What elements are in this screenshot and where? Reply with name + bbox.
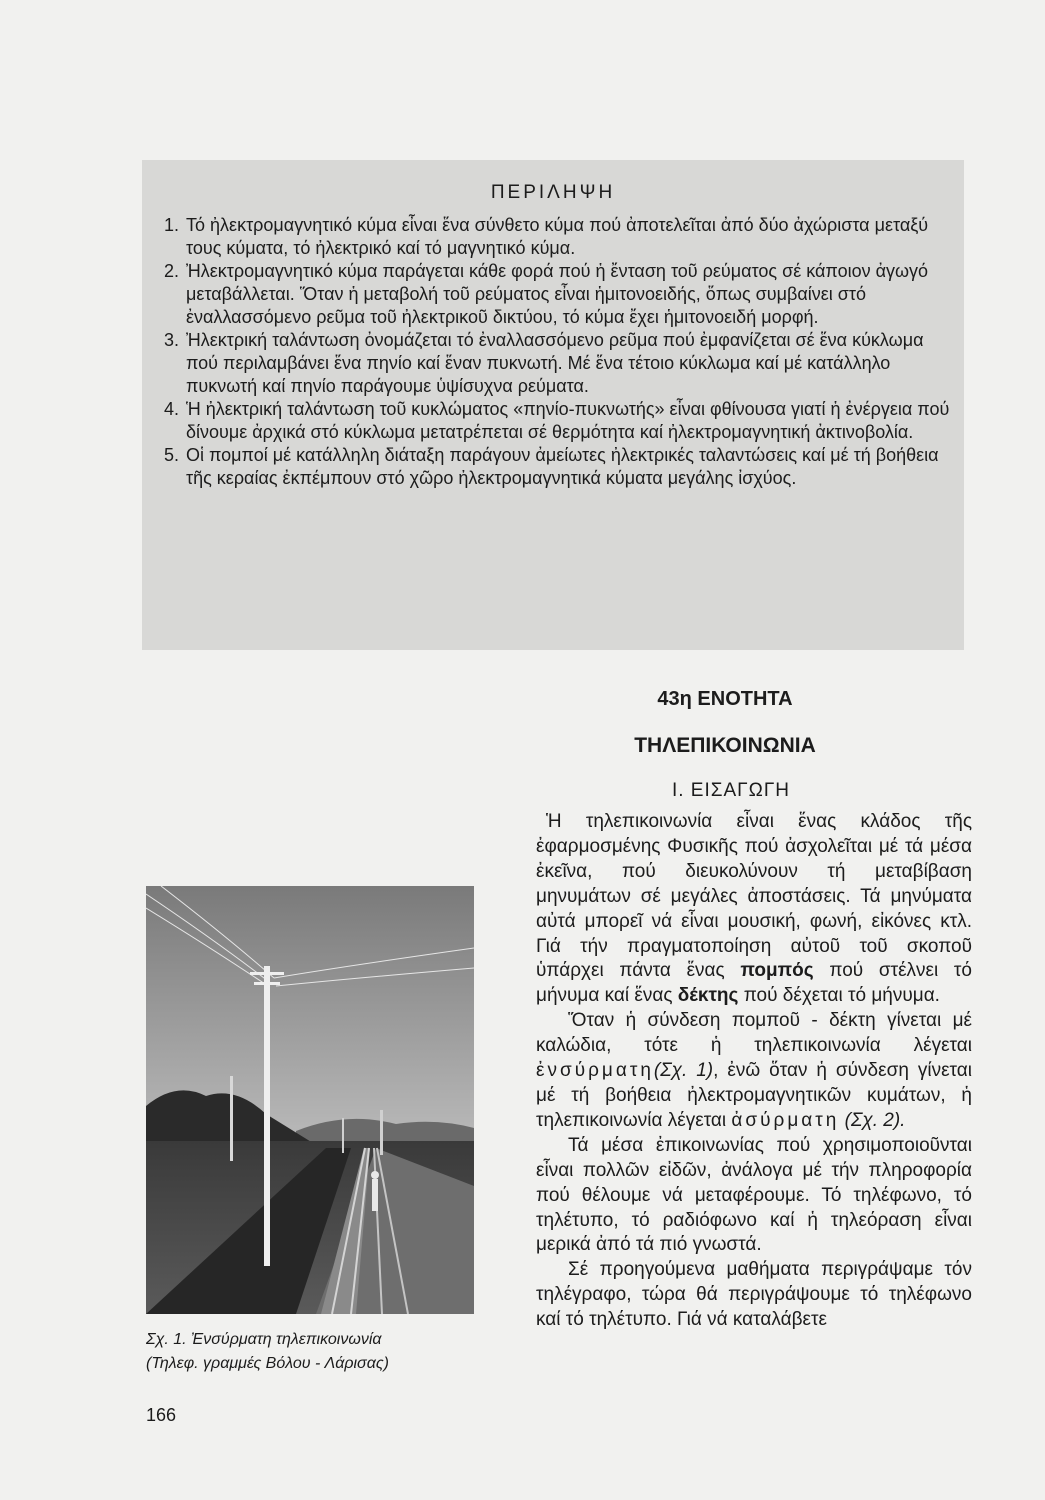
- figure-reference: (Σχ. 1): [653, 1060, 714, 1082]
- summary-item-number: 1.: [164, 215, 180, 235]
- summary-item-text: Ἠλεκτρομαγνητικό κύμα παράγεται κάθε φορά πού ἡ ἔνταση τοῦ ρεύματος σέ κάποιον ἀγωγό μεταβάλλεται. Ὅταν ἡ μεταβολή τοῦ ρεύματος εἶναι ἡμιτονοειδής, ὅπως συμβαίνει στό ἐναλλασσόμενο ρεῦμα τοῦ ἠλεκτρικοῦ δικτύου, τό κύμα ἔχει ἡμιτονοειδή μορφή.: [186, 261, 929, 327]
- figure-caption: [146, 1328, 476, 1376]
- text-run: Ἡ τηλεπικοινωνία εἶναι ἕνας κλάδος τῆς ἐφαρμοσμένης Φυσικῆς πού ἀσχολεῖται μέ τά μέσα ἐκεῖνα, πού διευκολύνουν τή μεταβίβαση μηνυμάτων σέ μεγάλες ἀποστάσεις. Τά μηνύματα αὐτά μπορεῖ νά εἶναι μουσική, φωνή, εἰκόνες κτλ. Γιά τήν πραγματοποίηση αὐτοῦ τοῦ σκοποῦ ὑπάρχει πάντα ἕνας: [536, 811, 972, 982]
- summary-item-text: Ἡ ἠλεκτρική ταλάντωση τοῦ κυκλώματος «πηνίο-πυκνωτής» εἶναι φθίνουσα γιατί ἡ ἐνέργεια πού δίνουμε ἀρχικά στό κύκλωμα μετατρέπεται σέ θερμότητα καί ἠλεκτρομαγνητική ἀκτινοβολία.: [186, 399, 950, 442]
- paragraph: [536, 1009, 972, 1134]
- text-run: πού δέχεται τό μήνυμα.: [738, 985, 940, 1007]
- page-number: 166: [146, 1405, 177, 1425]
- bold-term-receiver: δέκτης: [677, 985, 739, 1007]
- spaced-term-wireless: ἀσύρματη: [731, 1109, 840, 1131]
- summary-item: [164, 329, 954, 398]
- summary-item: [164, 398, 954, 444]
- summary-item-number: 3.: [164, 330, 180, 350]
- summary-box: [142, 160, 964, 650]
- summary-item: [164, 260, 954, 329]
- photo-illustration: [146, 886, 474, 1314]
- text-run: πού στέλνει τό μήνυμα καί ἕνας: [536, 960, 972, 1007]
- summary-item-number: 5.: [164, 445, 180, 465]
- text-run: Ὅταν ἡ σύνδεση πομποῦ - δέκτη γίνεται μέ καλώδια, τότε ἡ τηλεπικοινωνία λέγεται: [536, 1010, 972, 1057]
- body-text: [536, 810, 972, 1333]
- section-heading: Ι. ΕΙΣΑΓΩΓΗ: [671, 780, 791, 801]
- summary-list: [164, 214, 954, 490]
- summary-item-text: Ἠλεκτρική ταλάντωση ὀνομάζεται τό ἐναλλασσόμενο ρεῦμα πού ἐμφανίζεται σέ ἕνα κύκλωμα πού περιλαμβάνει ἕνα πηνίο καί ἕναν πυκνωτή. Μέ ἕνα τέτοιο κύκλωμα καί μέ κατάλληλο πυκνωτή καί πηνίο παράγουμε ὑψίσυχνα ρεύματα.: [186, 330, 924, 396]
- summary-item-text: Οἱ πομποί μέ κατάλληλη διάταξη παράγουν ἀμείωτες ἠλεκτρικές ταλαντώσεις καί μέ τή βοήθεια τῆς κεραίας ἐκπέμπουν στό χῶρο ἠλεκτρομαγνητικά κύματα μεγάλης ἰσχύος.: [186, 445, 939, 488]
- summary-title: ΠΕΡΙΛΗΨΗ: [490, 182, 616, 203]
- unit-title: 43η ΕΝΟΤΗΤΑ: [657, 688, 793, 710]
- caption-line: (Τηλεφ. γραμμές Βόλου - Λάρισας): [146, 1355, 389, 1372]
- summary-item-text: Τό ἠλεκτρομαγνητικό κύμα εἶναι ἕνα σύνθετο κύμα πού ἀποτελεῖται ἀπό δύο ἀχώριστα μεταξύ τους κύματα, τό ἠλεκτρικό καί τό μαγνητικό κύμα.: [186, 215, 929, 258]
- spaced-term-wired: ἐνσύρματη: [536, 1060, 654, 1082]
- chapter-title: ΤΗΛΕΠΙΚΟΙΝΩΝΙΑ: [634, 734, 816, 757]
- bold-term-transmitter: πομπός: [740, 960, 814, 982]
- caption-line: Σχ. 1. Ἐνσύρματη τηλεπικοινωνία: [146, 1331, 382, 1348]
- paragraph: Τά μέσα ἐπικοινωνίας πού χρησιμοποιοῦνται εἶναι πολλῶν εἰδῶν, ἀνάλογα μέ τήν πληροφορία πού θέλουμε νά μεταφέρουμε. Τό τηλέφωνο, τό τηλέτυπο, τό ραδιόφωνο καί ἡ τηλεόραση εἶναι μερικά ἀπό τά πιό γνωστά.: [536, 1134, 972, 1256]
- figure-reference: (Σχ. 2).: [844, 1109, 906, 1131]
- summary-item: [164, 444, 954, 490]
- summary-item-number: 2.: [164, 261, 180, 281]
- paragraph: [536, 810, 972, 1009]
- railway-telephone-lines-photo: [146, 886, 474, 1314]
- summary-item-number: 4.: [164, 399, 180, 419]
- summary-item: [164, 214, 954, 260]
- paragraph: Σέ προηγούμενα μαθήματα περιγράψαμε τόν τηλέγραφο, τώρα θά περιγράψουμε τό τηλέφωνο καί τό τηλέτυπο. Γιά νά καταλάβετε: [536, 1259, 972, 1331]
- text-run: , ἐνῶ ὅταν ἡ σύνδεση γίνεται μέ τή βοήθεια ἠλεκτρομαγνητικῶν κυμάτων, ἡ τηλεπικοινωνία λέγεται: [536, 1060, 972, 1131]
